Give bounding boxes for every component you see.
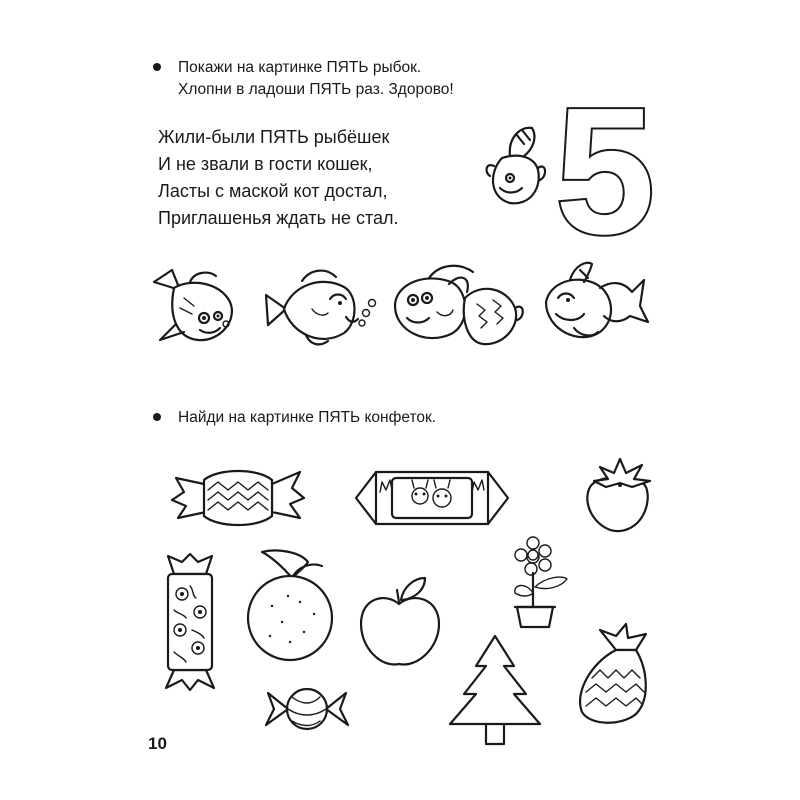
orange-icon: [242, 542, 342, 662]
flower-pot-icon: [505, 535, 585, 635]
poem-line1: Жили-были ПЯТЬ рыбёшек: [158, 127, 390, 147]
fish-icon: [262, 265, 382, 350]
page-number: 10: [148, 734, 167, 753]
candy-icon: [160, 552, 220, 692]
strawberry-icon: [580, 455, 660, 535]
fish-icon-small: [480, 118, 550, 213]
task1-line1: Покажи на картинке ПЯТЬ рыбок.: [178, 59, 422, 76]
task1-line2: Хлопни в ладоши ПЯТЬ раз. Здорово!: [178, 81, 454, 98]
bullet-task2: [153, 413, 161, 421]
fish-icon: [385, 258, 525, 353]
task2-line1: Найди на картинке ПЯТЬ конфеток.: [178, 409, 437, 426]
big-number-5: 5: [555, 71, 656, 272]
bullet-task1: [153, 63, 161, 71]
fir-tree-icon: [440, 632, 550, 752]
poem-line4: Приглашенья ждать не стал.: [158, 208, 399, 228]
poem-line3: Ласты с маской кот достал,: [158, 181, 388, 201]
candy-icon: [352, 458, 512, 538]
poem-line2: И не звали в гости кошек,: [158, 154, 373, 174]
fish-icon: [150, 262, 240, 350]
fish-icon: [540, 258, 650, 350]
candy-icon: [168, 462, 308, 532]
candy-icon: [262, 675, 352, 745]
candy-icon: [570, 622, 660, 732]
apple-icon: [355, 572, 445, 672]
